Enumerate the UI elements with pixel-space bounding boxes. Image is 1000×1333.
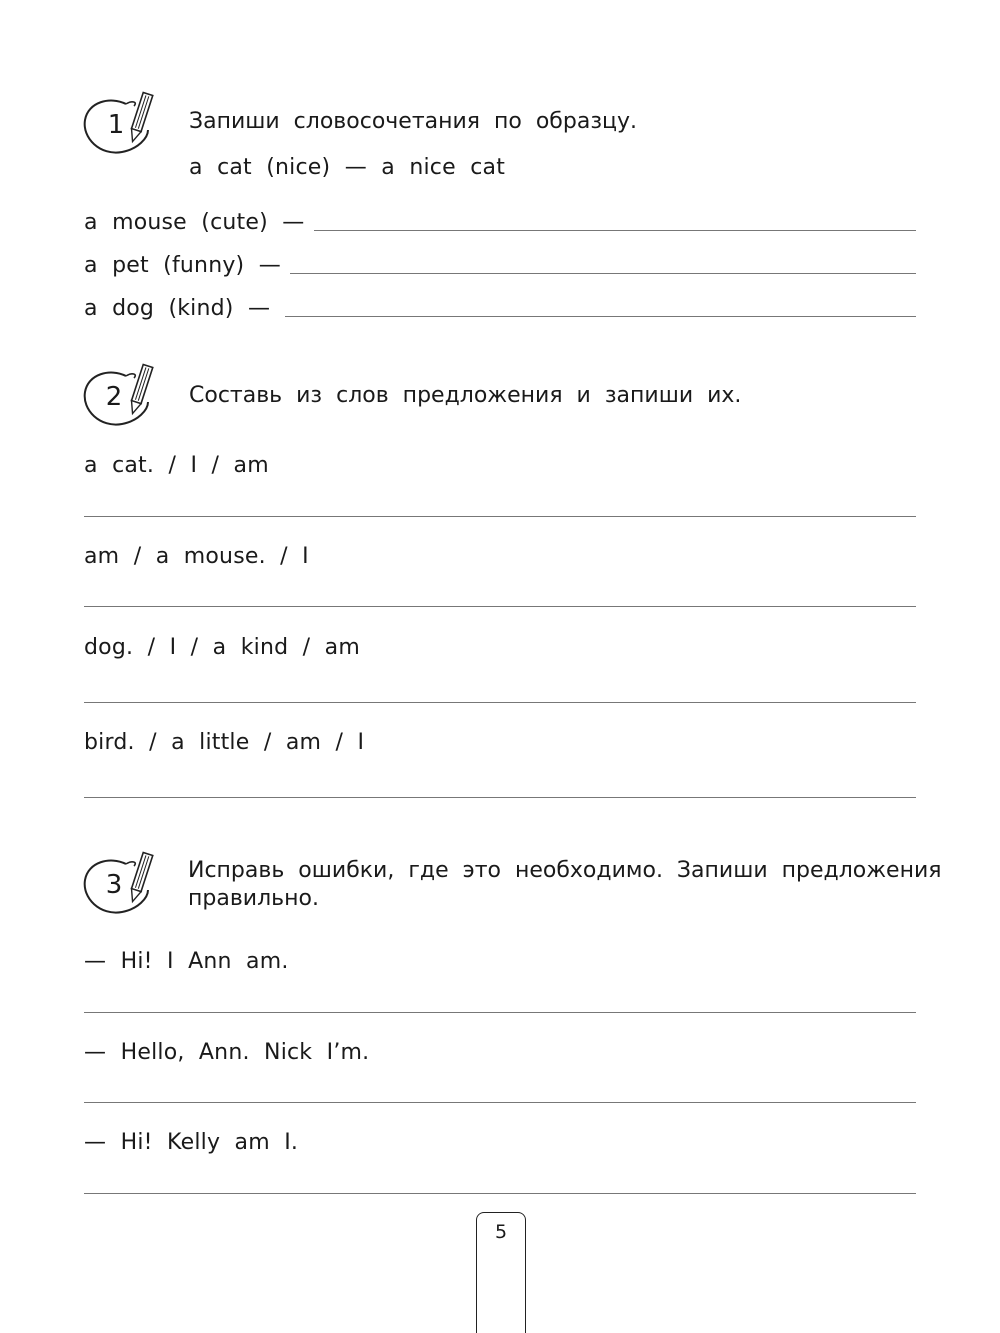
exercise-item: a cat. / I / am <box>84 453 269 478</box>
example-phrase: a cat (nice) — a nice cat <box>189 155 506 180</box>
task-number-badge <box>82 852 162 916</box>
exercise-item: bird. / a little / am / I <box>84 730 365 755</box>
exercise-item: dog. / I / a kind / am <box>84 635 360 660</box>
task-number-badge <box>82 364 162 428</box>
page-number: 5 <box>494 1221 508 1243</box>
answer-line[interactable] <box>314 230 916 231</box>
answer-line[interactable] <box>84 606 916 607</box>
answer-line[interactable] <box>84 1102 916 1103</box>
task-instruction-continued: правильно. <box>188 886 319 911</box>
exercise-item: — Hello, Ann. Nick I’m. <box>84 1040 370 1065</box>
exercise-item: a mouse (cute) — <box>84 210 305 235</box>
answer-line[interactable] <box>290 273 916 274</box>
task-instruction: Составь из слов предложения и запиши их. <box>189 383 742 408</box>
task-number: 1 <box>107 110 125 140</box>
task-number-badge <box>82 92 162 156</box>
exercise-item: — Hi! Kelly am I. <box>84 1130 299 1155</box>
answer-line[interactable] <box>285 316 916 317</box>
task-instruction: Запиши словосочетания по образцу. <box>189 109 638 134</box>
answer-line[interactable] <box>84 1012 916 1013</box>
task-instruction: Исправь ошибки, где это необходимо. Запиши предложения <box>188 858 942 883</box>
page-number-tab <box>476 1212 526 1333</box>
answer-line[interactable] <box>84 516 916 517</box>
exercise-item: a dog (kind) — <box>84 296 271 321</box>
answer-line[interactable] <box>84 797 916 798</box>
answer-line[interactable] <box>84 1193 916 1194</box>
task-number: 3 <box>105 870 123 900</box>
answer-line[interactable] <box>84 702 916 703</box>
exercise-item: — Hi! I Ann am. <box>84 949 289 974</box>
exercise-item: am / a mouse. / I <box>84 544 309 569</box>
exercise-item: a pet (funny) — <box>84 253 281 278</box>
task-number: 2 <box>105 382 123 412</box>
